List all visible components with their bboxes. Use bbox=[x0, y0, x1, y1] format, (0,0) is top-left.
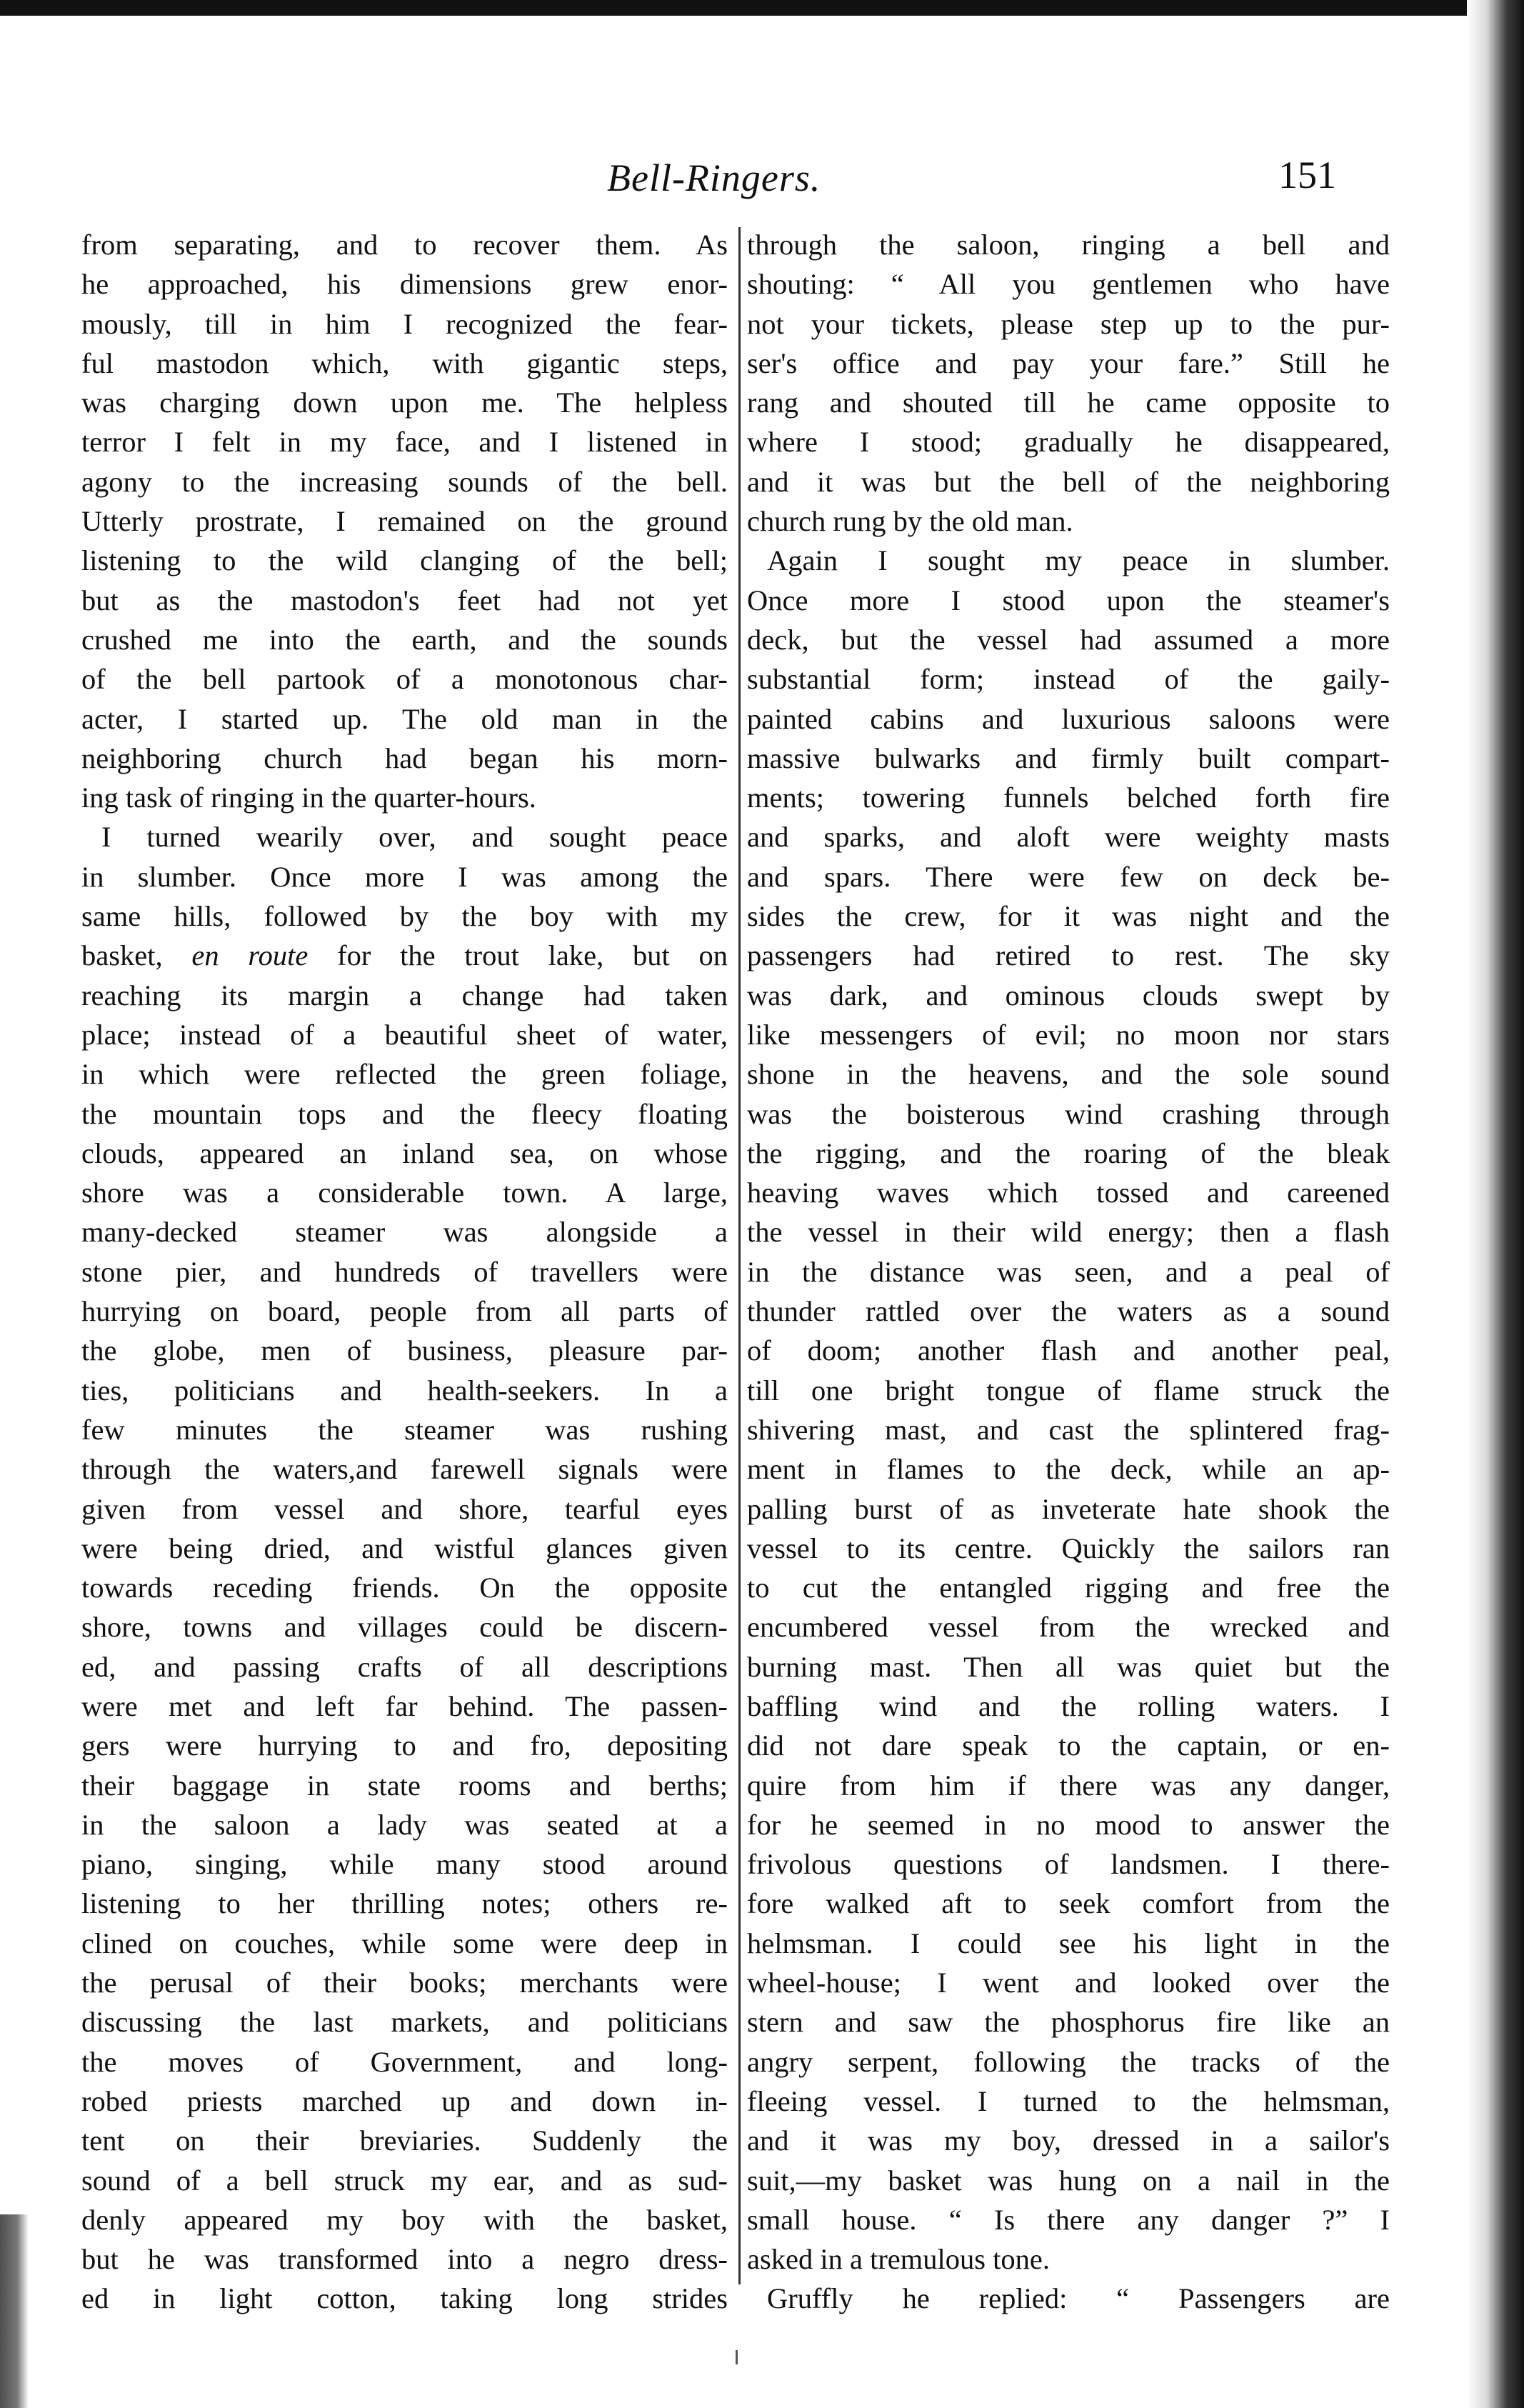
text-line: clouds, appeared an inland sea, on whose bbox=[81, 1136, 728, 1169]
text-line: the globe, men of business, pleasure par- bbox=[81, 1334, 728, 1367]
text-line: clined on couches, while some were deep in bbox=[81, 1927, 728, 1959]
text-line: few minutes the steamer was rushing bbox=[81, 1413, 728, 1446]
text-line: sound of a bell struck my ear, and as sud- bbox=[81, 2164, 728, 2197]
text-line: place; instead of a beautiful sheet of water, bbox=[81, 1018, 728, 1051]
text-line: acter, I started up. The old man in the bbox=[81, 702, 728, 735]
text-line: Gruffly he replied: “ Passengers are bbox=[767, 2282, 1390, 2315]
text-line: through the waters,and farewell signals were bbox=[81, 1453, 728, 1486]
text-span: basket, bbox=[81, 939, 192, 972]
text-line: in the distance was seen, and a peal of bbox=[747, 1255, 1390, 1288]
text-line: frivolous questions of landsmen. I there- bbox=[747, 1848, 1390, 1881]
text-line: he approached, his dimensions grew enor- bbox=[81, 268, 728, 301]
text-line: ful mastodon which, with gigantic steps, bbox=[81, 346, 728, 379]
text-line: ed, and passing crafts of all descriptions bbox=[81, 1650, 728, 1683]
left-column bbox=[81, 225, 728, 2319]
right-column bbox=[747, 225, 1390, 2319]
text-line: Again I sought my peace in slumber. bbox=[767, 544, 1390, 577]
text-line: ing task of ringing in the quarter-hours. bbox=[81, 781, 536, 814]
top-border bbox=[0, 0, 1524, 16]
text-line: not your tickets, please step up to the pur- bbox=[747, 307, 1390, 340]
text-line: did not dare speak to the captain, or en- bbox=[747, 1729, 1390, 1762]
text-line: where I stood; gradually he disappeared, bbox=[747, 426, 1390, 459]
running-title: Bell-Ringers. bbox=[607, 156, 821, 199]
text-line: in the saloon a lady was seated at a bbox=[81, 1808, 728, 1841]
text-line: was charging down upon me. The helpless bbox=[81, 386, 728, 419]
text-line: neighboring church had began his morn- bbox=[81, 741, 728, 774]
text-line: rang and shouted till he came opposite to bbox=[747, 386, 1390, 419]
text-line: Once more I stood upon the steamer's bbox=[747, 584, 1390, 616]
text-line: of doom; another flash and another peal, bbox=[747, 1334, 1390, 1367]
footer-mark bbox=[736, 2350, 738, 2364]
text-line: listening to the wild clanging of the bell; bbox=[81, 544, 728, 577]
text-line: I turned wearily over, and sought peace bbox=[101, 821, 728, 854]
text-line: the rigging, and the roaring of the bleak bbox=[747, 1136, 1390, 1169]
italic-phrase: en route bbox=[191, 939, 309, 972]
text-line: heaving waves which tossed and careened bbox=[747, 1176, 1390, 1209]
text-line: given from vessel and shore, tearful eyes bbox=[81, 1492, 728, 1525]
text-line: in slumber. Once more I was among the bbox=[81, 860, 728, 893]
text-line: the moves of Government, and long- bbox=[81, 2045, 728, 2078]
text-line: mously, till in him I recognized the fear- bbox=[81, 307, 728, 340]
text-line: discussing the last markets, and politicians bbox=[81, 2006, 728, 2039]
text-line: like messengers of evil; no moon nor stars bbox=[747, 1018, 1390, 1051]
text-line: vessel to its centre. Quickly the sailors ran bbox=[747, 1532, 1390, 1564]
page-edge-shadow bbox=[1467, 0, 1524, 2408]
text-line: many-decked steamer was alongside a bbox=[81, 1216, 728, 1249]
text-line: ments; towering funnels belched forth fire bbox=[747, 781, 1390, 814]
text-line: the vessel in their wild energy; then a flash bbox=[747, 1216, 1390, 1249]
text-line: suit,—my basket was hung on a nail in the bbox=[747, 2164, 1390, 2197]
text-line: were met and left far behind. The passen- bbox=[81, 1689, 728, 1722]
text-line: shore was a considerable town. A large, bbox=[81, 1176, 728, 1209]
text-line: and it was my boy, dressed in a sailor's bbox=[747, 2124, 1390, 2157]
text-line: ment in flames to the deck, while an ap- bbox=[747, 1453, 1390, 1486]
text-line: massive bulwarks and firmly built compart- bbox=[747, 741, 1390, 774]
text-line: were being dried, and wistful glances given bbox=[81, 1532, 728, 1564]
text-line: same hills, followed by the boy with my bbox=[81, 900, 728, 933]
text-line: hurrying on board, people from all parts of bbox=[81, 1295, 728, 1328]
text-line: robed priests marched up and down in- bbox=[81, 2084, 728, 2117]
text-line: sides the crew, for it was night and the bbox=[747, 900, 1390, 933]
text-line: asked in a tremulous tone. bbox=[747, 2243, 1051, 2276]
text-line: burning mast. Then all was quiet but the bbox=[747, 1650, 1390, 1683]
text-line: till one bright tongue of flame struck the bbox=[747, 1374, 1390, 1407]
text-line: wheel-house; I went and looked over the bbox=[747, 1967, 1390, 1999]
text-line: Utterly prostrate, I remained on the ground bbox=[81, 505, 728, 538]
text-span: for the trout lake, but on bbox=[308, 939, 728, 972]
text-line: and it was but the bell of the neighboring bbox=[747, 465, 1390, 498]
text-line: substantial form; instead of the gaily- bbox=[747, 663, 1390, 696]
text-line: helmsman. I could see his light in the bbox=[747, 1927, 1390, 1959]
binding-shadow bbox=[0, 2214, 29, 2408]
text-line: from separating, and to recover them. As bbox=[81, 229, 728, 261]
text-line: small house. “ Is there any danger ?” I bbox=[747, 2203, 1390, 2236]
text-line: and spars. There were few on deck be- bbox=[747, 860, 1390, 893]
text-line: piano, singing, while many stood around bbox=[81, 1848, 728, 1881]
text-line: denly appeared my boy with the basket, bbox=[81, 2203, 728, 2236]
page-number: 151 bbox=[1278, 154, 1336, 196]
text-line: shouting: “ All you gentlemen who have bbox=[747, 268, 1390, 301]
text-line: listening to her thrilling notes; others re- bbox=[81, 1887, 728, 1920]
text-line: stone pier, and hundreds of travellers were bbox=[81, 1255, 728, 1288]
text-line: baffling wind and the rolling waters. I bbox=[747, 1689, 1390, 1722]
text-line: palling burst of as inveterate hate shook the bbox=[747, 1492, 1390, 1525]
text-line: stern and saw the phosphorus fire like an bbox=[747, 2006, 1390, 2039]
text-line: shore, towns and villages could be discern- bbox=[81, 1611, 728, 1644]
text-line: agony to the increasing sounds of the bell. bbox=[81, 465, 728, 498]
text-line: shivering mast, and cast the splintered frag- bbox=[747, 1413, 1390, 1446]
text-line: but as the mastodon's feet had not yet bbox=[81, 584, 728, 616]
text-line: for he seemed in no mood to answer the bbox=[747, 1808, 1390, 1841]
text-line: church rung by the old man. bbox=[747, 505, 1073, 538]
text-line: thunder rattled over the waters as a sound bbox=[747, 1295, 1390, 1328]
text-line: ser's office and pay your fare.” Still he bbox=[747, 346, 1390, 379]
text-line: angry serpent, following the tracks of the bbox=[747, 2045, 1390, 2078]
text-line: quire from him if there was any danger, bbox=[747, 1769, 1390, 1802]
text-line: and sparks, and aloft were weighty masts bbox=[747, 821, 1390, 854]
text-line: was dark, and ominous clouds swept by bbox=[747, 979, 1390, 1011]
text-line-mixed bbox=[81, 936, 728, 975]
text-line: the perusal of their books; merchants were bbox=[81, 1967, 728, 1999]
text-line: to cut the entangled rigging and free the bbox=[747, 1572, 1390, 1604]
text-line: was the boisterous wind crashing through bbox=[747, 1097, 1390, 1130]
text-line: encumbered vessel from the wrecked and bbox=[747, 1611, 1390, 1644]
text-line: fore walked aft to seek comfort from the bbox=[747, 1887, 1390, 1920]
text-line: deck, but the vessel had assumed a more bbox=[747, 623, 1390, 656]
text-line: tent on their breviaries. Suddenly the bbox=[81, 2124, 728, 2157]
text-line: in which were reflected the green foliage, bbox=[81, 1058, 728, 1091]
text-line: but he was transformed into a negro dress- bbox=[81, 2243, 728, 2276]
text-line: shone in the heavens, and the sole sound bbox=[747, 1058, 1390, 1091]
text-line: fleeing vessel. I turned to the helmsman, bbox=[747, 2084, 1390, 2117]
text-line: ties, politicians and health-seekers. In a bbox=[81, 1374, 728, 1407]
text-line: towards receding friends. On the opposite bbox=[81, 1572, 728, 1604]
text-line: terror I felt in my face, and I listened in bbox=[81, 426, 728, 459]
text-line: painted cabins and luxurious saloons were bbox=[747, 702, 1390, 735]
text-line: of the bell partook of a monotonous char- bbox=[81, 663, 728, 696]
text-line: passengers had retired to rest. The sky bbox=[747, 939, 1390, 972]
text-line: their baggage in state rooms and berths; bbox=[81, 1769, 728, 1802]
text-line: the mountain tops and the fleecy floating bbox=[81, 1097, 728, 1130]
text-line: gers were hurrying to and fro, depositing bbox=[81, 1729, 728, 1762]
text-line: ed in light cotton, taking long strides bbox=[81, 2282, 728, 2315]
text-line: crushed me into the earth, and the sounds bbox=[81, 623, 728, 656]
text-line: reaching its margin a change had taken bbox=[81, 979, 728, 1011]
column-divider bbox=[738, 227, 741, 2284]
text-line: through the saloon, ringing a bell and bbox=[747, 229, 1390, 261]
